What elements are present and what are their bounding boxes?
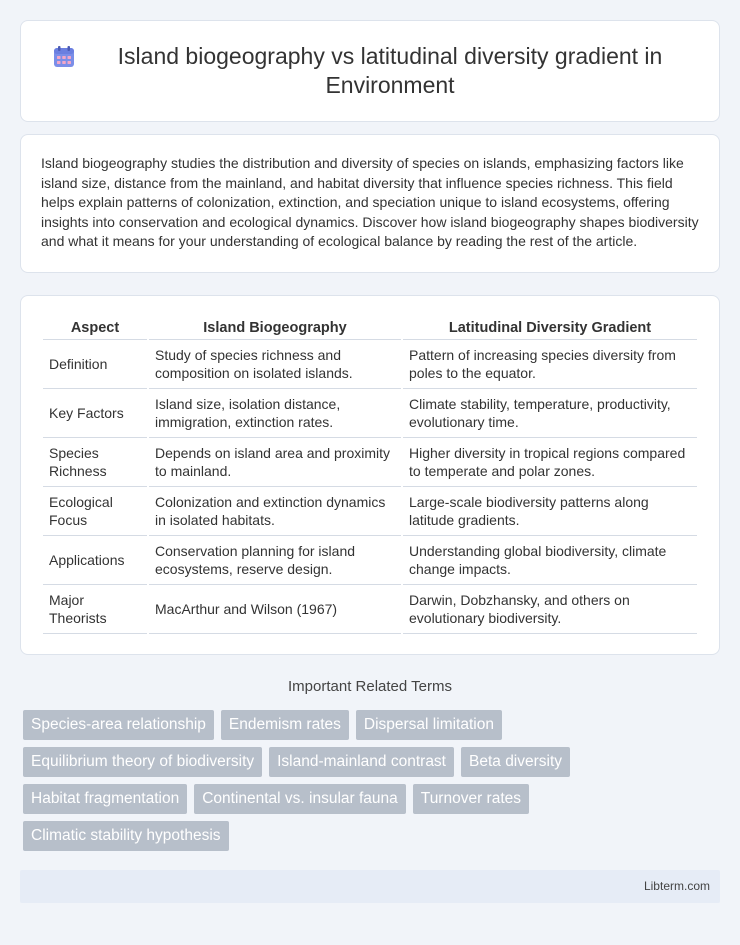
related-term-tag[interactable]: Beta diversity	[461, 747, 570, 777]
table-cell: Conservation planning for island ecosystems, reserve design.	[149, 536, 401, 585]
calendar-grid-icon	[51, 44, 77, 70]
table-cell: Depends on island area and proximity to mainland.	[149, 438, 401, 487]
table-cell: Applications	[43, 536, 147, 585]
table-row	[43, 438, 697, 487]
table-cell: Darwin, Dobzhansky, and others on evolutionary biodiversity.	[403, 585, 697, 634]
header-island-biogeography: Island Biogeography	[149, 314, 401, 340]
table-cell: Large-scale biodiversity patterns along latitude gradients.	[403, 487, 697, 536]
title-wrap	[51, 42, 689, 100]
related-terms-tags	[0, 710, 740, 851]
table-cell: Ecological Focus	[43, 487, 147, 536]
table-cell: Island size, isolation distance, immigration, extinction rates.	[149, 389, 401, 438]
table-row	[43, 487, 697, 536]
footer-site-link[interactable]: Libterm.com	[643, 879, 710, 893]
related-term-tag[interactable]: Dispersal limitation	[356, 710, 502, 740]
header-card	[20, 20, 720, 122]
intro-card	[20, 134, 720, 273]
table-cell: Pattern of increasing species diversity from poles to the equator.	[403, 340, 697, 389]
intro-text: Island biogeography studies the distribution and diversity of species on islands, emphasizing factors like island size, distance from the mainland, and habitat diversity that influence species richness. This field helps explain patterns of colonization, extinction, and speciation unique to island ecosystems, offering insights into conservation and ecological dynamics. Discover how island biogeography shapes biodiversity and what it means for your understanding of ecological balance by reading the rest of the article.	[41, 155, 699, 249]
related-term-tag[interactable]: Island-mainland contrast	[269, 747, 454, 777]
table-cell: Definition	[43, 340, 147, 389]
table-row	[43, 340, 697, 389]
header-latitudinal-gradient: Latitudinal Diversity Gradient	[403, 314, 697, 340]
comparison-table	[41, 314, 699, 634]
table-cell: Key Factors	[43, 389, 147, 438]
related-term-tag[interactable]: Habitat fragmentation	[23, 784, 187, 814]
comparison-table-card	[20, 295, 720, 655]
table-header-row	[43, 314, 697, 340]
header-aspect: Aspect	[43, 314, 147, 340]
related-term-tag[interactable]: Continental vs. insular fauna	[194, 784, 406, 814]
page-title: Island biogeography vs latitudinal diversity gradient in Environment	[117, 43, 663, 98]
related-term-tag[interactable]: Turnover rates	[413, 784, 529, 814]
table-cell: Species Richness	[43, 438, 147, 487]
related-term-tag[interactable]: Equilibrium theory of biodiversity	[23, 747, 262, 777]
table-cell: Climate stability, temperature, productivity, evolutionary time.	[403, 389, 697, 438]
table-row	[43, 585, 697, 634]
related-term-tag[interactable]: Endemism rates	[221, 710, 349, 740]
table-cell: Higher diversity in tropical regions compared to temperate and polar zones.	[403, 438, 697, 487]
table-row	[43, 389, 697, 438]
table-cell: Study of species richness and composition on isolated islands.	[149, 340, 401, 389]
table-cell: Understanding global biodiversity, climate change impacts.	[403, 536, 697, 585]
footer	[20, 870, 720, 903]
related-terms-title: Important Related Terms	[288, 677, 452, 695]
table-cell: Major Theorists	[43, 585, 147, 634]
table-cell: MacArthur and Wilson (1967)	[149, 585, 401, 634]
table-row	[43, 536, 697, 585]
related-term-tag[interactable]: Species-area relationship	[23, 710, 214, 740]
related-term-tag[interactable]: Climatic stability hypothesis	[23, 821, 229, 851]
table-cell: Colonization and extinction dynamics in isolated habitats.	[149, 487, 401, 536]
